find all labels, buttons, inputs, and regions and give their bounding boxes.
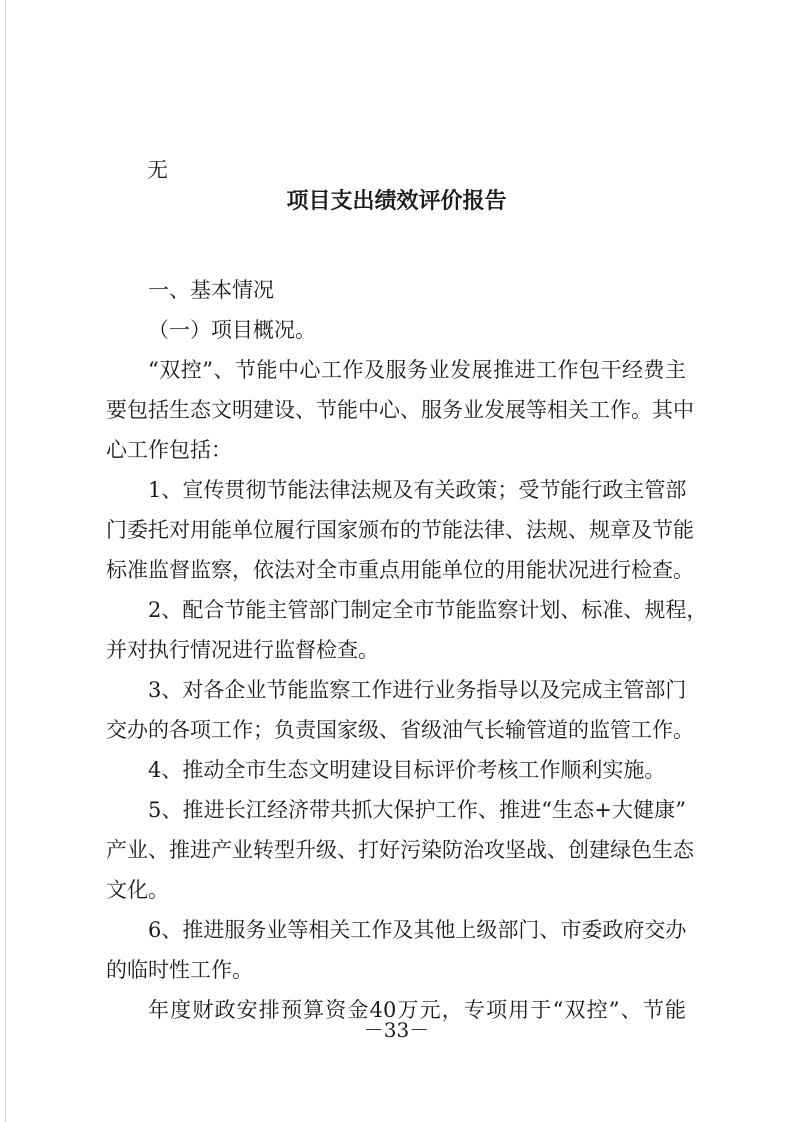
paragraph-line: “双控”、节能中心工作及服务业发展推进工作包干经费主	[148, 358, 686, 382]
list-item-6-line: 的临时性工作。	[106, 958, 253, 982]
list-item-1-line: 标准监督监察，依法对全市重点用能单位的用能状况进行检查。	[106, 558, 694, 582]
list-item-5-line: 文化。	[106, 878, 169, 902]
list-item-5-line: 产业、推进产业转型升级、打好污染防治攻坚战、创建绿色生态	[106, 838, 694, 862]
paragraph-line: 心工作包括：	[106, 438, 232, 462]
paragraph-line: 要包括生态文明建设、节能中心、服务业发展等相关工作。其中	[106, 398, 694, 422]
list-item-4-line: 4、推动全市生态文明建设目标评价考核工作顺利实施。	[148, 758, 666, 782]
list-item-1-line: 1、宣传贯彻节能法律法规及有关政策；受节能行政主管部	[148, 478, 687, 502]
list-item-5-line: 5、推进长江经济带共抓大保护工作、推进“生态+大健康”	[148, 798, 686, 822]
list-item-2-line: 并对执行情况进行监督检查。	[106, 638, 379, 662]
list-item-3-line: 3、对各企业节能监察工作进行业务指导以及完成主管部门	[148, 678, 687, 702]
list-item-1-line: 门委托对用能单位履行国家颁布的节能法律、法规、规章及节能	[106, 518, 694, 542]
subsection-heading-project-overview: （一）项目概况。	[148, 318, 316, 342]
document-title: 项目支出绩效评价报告	[286, 188, 507, 214]
list-item-3-line: 交办的各项工作；负责国家级、省级油气长输管道的监管工作。	[106, 718, 694, 742]
page-edge-line	[5, 0, 6, 1122]
stray-character: 无	[147, 158, 168, 182]
list-item-6-line: 6、推进服务业等相关工作及其他上级部门、市委政府交办	[148, 918, 687, 942]
list-item-2-line: 2、配合节能主管部门制定全市节能监察计划、标准、规程，	[148, 598, 708, 622]
page-number: －33－	[363, 1018, 430, 1042]
section-heading-basic-info: 一、基本情况	[148, 278, 274, 302]
budget-paragraph-line: 年度财政安排预算资金40万元，专项用于“双控”、节能	[148, 998, 686, 1022]
